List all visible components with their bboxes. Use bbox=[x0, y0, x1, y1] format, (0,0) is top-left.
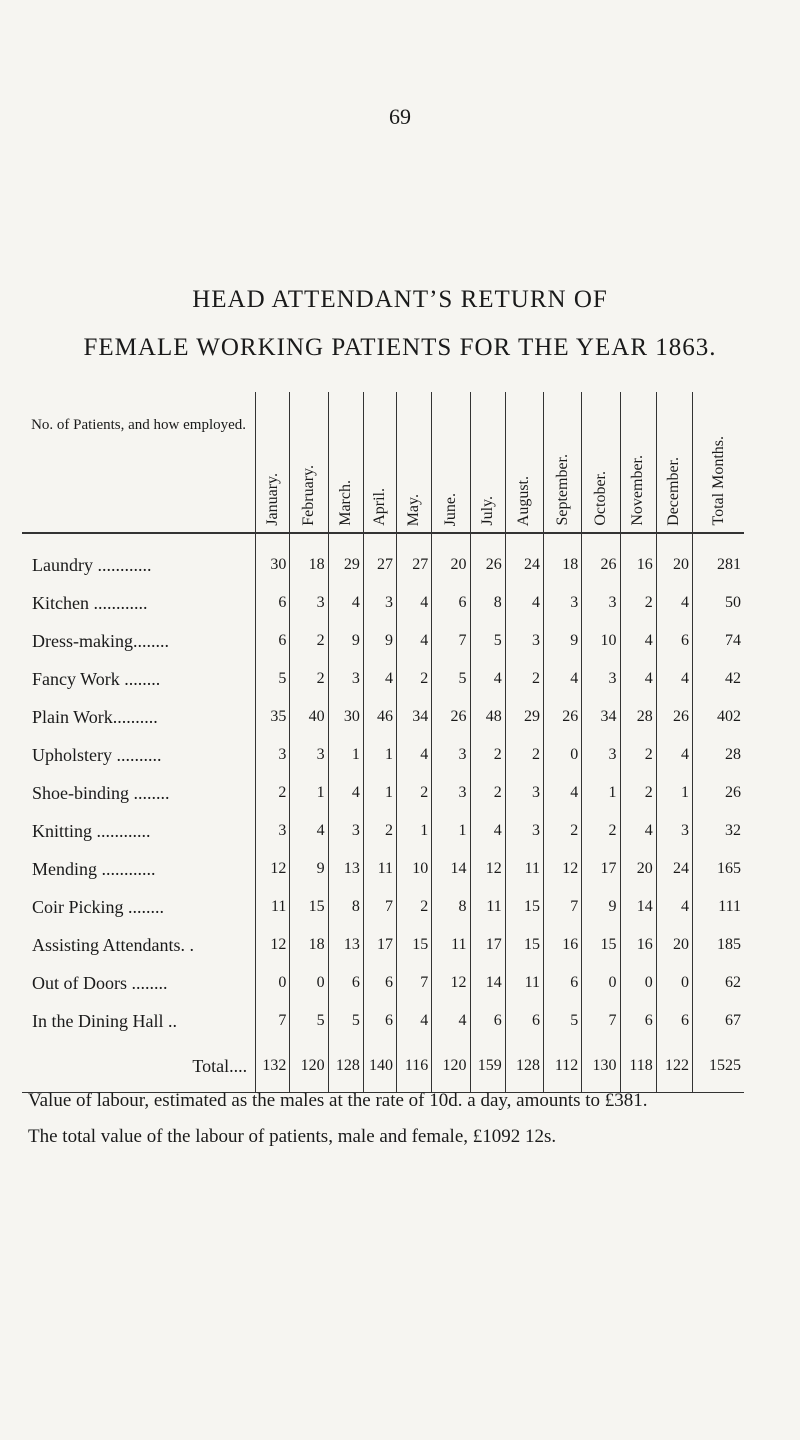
month-count-cell: 2 bbox=[397, 888, 432, 926]
month-count-cell: 2 bbox=[470, 736, 505, 774]
row-total-cell: 67 bbox=[693, 1002, 744, 1040]
row-total-cell: 1525 bbox=[693, 1040, 744, 1093]
month-count-cell: 5 bbox=[328, 1002, 363, 1040]
total-labour-value-note: The total value of the labour of patients, male and female, £1092 12s. bbox=[28, 1126, 557, 1147]
row-label: In the Dining Hall .. bbox=[32, 1010, 177, 1031]
row-label: Shoe-binding ........ bbox=[32, 782, 170, 803]
month-count-cell: 14 bbox=[432, 850, 470, 888]
month-count-cell: 3 bbox=[328, 812, 363, 850]
month-count-cell: 15 bbox=[505, 888, 543, 926]
month-count-cell: 30 bbox=[328, 698, 363, 736]
month-count-cell: 4 bbox=[328, 584, 363, 622]
month-count-cell: 4 bbox=[505, 584, 543, 622]
month-count-cell: 24 bbox=[505, 533, 543, 584]
month-count-cell: 4 bbox=[470, 812, 505, 850]
month-count-cell: 1 bbox=[656, 774, 692, 812]
month-count-cell: 4 bbox=[432, 1002, 470, 1040]
month-count-cell: 16 bbox=[620, 533, 656, 584]
month-count-cell: 48 bbox=[470, 698, 505, 736]
table-row bbox=[22, 1002, 744, 1040]
month-count-cell: 16 bbox=[620, 926, 656, 964]
page-title-line-2: FEMALE WORKING PATIENTS FOR THE YEAR 1863. bbox=[83, 334, 717, 361]
month-count-cell: 3 bbox=[432, 736, 470, 774]
row-total-cell: 50 bbox=[693, 584, 744, 622]
month-header: December. bbox=[656, 392, 692, 533]
month-count-cell: 112 bbox=[544, 1040, 582, 1093]
month-count-cell: 26 bbox=[544, 698, 582, 736]
month-count-cell: 26 bbox=[656, 698, 692, 736]
month-count-cell: 11 bbox=[505, 850, 543, 888]
table-row bbox=[22, 964, 744, 1002]
month-header: January. bbox=[256, 392, 290, 533]
row-label: Mending ............ bbox=[32, 858, 156, 879]
month-count-cell: 4 bbox=[363, 660, 396, 698]
row-label: Out of Doors ........ bbox=[32, 972, 168, 993]
month-count-cell: 6 bbox=[363, 1002, 396, 1040]
month-count-cell: 26 bbox=[432, 698, 470, 736]
month-count-cell: 2 bbox=[397, 774, 432, 812]
row-total-cell: 42 bbox=[693, 660, 744, 698]
month-count-cell: 2 bbox=[397, 660, 432, 698]
month-count-cell: 4 bbox=[620, 622, 656, 660]
row-label: Total.... bbox=[192, 1055, 248, 1076]
month-count-cell: 3 bbox=[256, 812, 290, 850]
month-count-cell: 16 bbox=[544, 926, 582, 964]
month-count-cell: 3 bbox=[328, 660, 363, 698]
month-count-cell: 0 bbox=[656, 964, 692, 1002]
month-count-cell: 4 bbox=[656, 660, 692, 698]
month-header: July. bbox=[470, 392, 505, 533]
month-count-cell: 3 bbox=[363, 584, 396, 622]
month-count-cell: 26 bbox=[470, 533, 505, 584]
row-label: Plain Work.......... bbox=[32, 706, 158, 727]
row-total-cell: 281 bbox=[693, 533, 744, 584]
month-count-cell: 2 bbox=[256, 774, 290, 812]
month-header: October. bbox=[582, 392, 620, 533]
month-count-cell: 27 bbox=[363, 533, 396, 584]
table-row bbox=[22, 533, 744, 584]
month-count-cell: 12 bbox=[544, 850, 582, 888]
row-label: Laundry ............ bbox=[32, 554, 152, 575]
month-count-cell: 1 bbox=[397, 812, 432, 850]
row-label: Dress-making........ bbox=[32, 630, 169, 651]
month-count-cell: 3 bbox=[582, 584, 620, 622]
month-count-cell: 7 bbox=[256, 1002, 290, 1040]
month-count-cell: 2 bbox=[544, 812, 582, 850]
row-total-cell: 62 bbox=[693, 964, 744, 1002]
month-count-cell: 4 bbox=[656, 584, 692, 622]
month-count-cell: 4 bbox=[620, 660, 656, 698]
month-count-cell: 4 bbox=[656, 888, 692, 926]
month-count-cell: 2 bbox=[582, 812, 620, 850]
month-count-cell: 4 bbox=[470, 660, 505, 698]
table-header-row bbox=[22, 392, 744, 533]
month-count-cell: 15 bbox=[290, 888, 328, 926]
table-row bbox=[22, 850, 744, 888]
month-count-cell: 2 bbox=[620, 736, 656, 774]
month-count-cell: 7 bbox=[363, 888, 396, 926]
month-count-cell: 6 bbox=[256, 584, 290, 622]
page-title-line-1: HEAD ATTENDANT’S RETURN OF bbox=[192, 286, 608, 313]
month-count-cell: 4 bbox=[397, 736, 432, 774]
month-count-cell: 15 bbox=[582, 926, 620, 964]
page-number: 69 bbox=[389, 104, 411, 129]
month-count-cell: 12 bbox=[470, 850, 505, 888]
month-count-cell: 2 bbox=[290, 622, 328, 660]
month-count-cell: 12 bbox=[432, 964, 470, 1002]
month-count-cell: 11 bbox=[256, 888, 290, 926]
month-count-cell: 17 bbox=[582, 850, 620, 888]
month-count-cell: 3 bbox=[290, 736, 328, 774]
month-count-cell: 6 bbox=[470, 1002, 505, 1040]
month-count-cell: 15 bbox=[505, 926, 543, 964]
month-count-cell: 6 bbox=[620, 1002, 656, 1040]
month-count-cell: 122 bbox=[656, 1040, 692, 1093]
month-count-cell: 2 bbox=[363, 812, 396, 850]
month-count-cell: 7 bbox=[582, 1002, 620, 1040]
row-total-cell: 185 bbox=[693, 926, 744, 964]
month-count-cell: 4 bbox=[397, 584, 432, 622]
month-count-cell: 6 bbox=[544, 964, 582, 1002]
table-row bbox=[22, 736, 744, 774]
month-count-cell: 0 bbox=[256, 964, 290, 1002]
table-row bbox=[22, 812, 744, 850]
month-count-cell: 0 bbox=[582, 964, 620, 1002]
month-header: May. bbox=[397, 392, 432, 533]
month-count-cell: 8 bbox=[470, 584, 505, 622]
month-count-cell: 1 bbox=[432, 812, 470, 850]
month-count-cell: 17 bbox=[363, 926, 396, 964]
month-header: September. bbox=[544, 392, 582, 533]
month-count-cell: 2 bbox=[620, 584, 656, 622]
month-count-cell: 4 bbox=[544, 774, 582, 812]
month-count-cell: 12 bbox=[256, 926, 290, 964]
month-count-cell: 14 bbox=[620, 888, 656, 926]
month-count-cell: 132 bbox=[256, 1040, 290, 1093]
month-count-cell: 0 bbox=[620, 964, 656, 1002]
month-count-cell: 2 bbox=[505, 660, 543, 698]
month-count-cell: 1 bbox=[363, 736, 396, 774]
month-count-cell: 9 bbox=[582, 888, 620, 926]
row-total-cell: 26 bbox=[693, 774, 744, 812]
month-header: August. bbox=[505, 392, 543, 533]
month-count-cell: 8 bbox=[328, 888, 363, 926]
month-count-cell: 4 bbox=[544, 660, 582, 698]
table-row bbox=[22, 660, 744, 698]
labour-value-note: Value of labour, estimated as the males at the rate of 10d. a day, amounts to £381. bbox=[28, 1090, 648, 1111]
month-count-cell: 6 bbox=[505, 1002, 543, 1040]
month-header: March. bbox=[328, 392, 363, 533]
month-count-cell: 20 bbox=[656, 533, 692, 584]
month-count-cell: 140 bbox=[363, 1040, 396, 1093]
month-count-cell: 7 bbox=[432, 622, 470, 660]
month-count-cell: 128 bbox=[505, 1040, 543, 1093]
month-count-cell: 20 bbox=[656, 926, 692, 964]
month-count-cell: 2 bbox=[620, 774, 656, 812]
month-count-cell: 34 bbox=[582, 698, 620, 736]
row-label: Assisting Attendants. . bbox=[32, 934, 195, 955]
month-count-cell: 3 bbox=[582, 736, 620, 774]
month-count-cell: 24 bbox=[656, 850, 692, 888]
month-count-cell: 18 bbox=[290, 926, 328, 964]
table-row bbox=[22, 926, 744, 964]
month-count-cell: 4 bbox=[290, 812, 328, 850]
month-count-cell: 13 bbox=[328, 850, 363, 888]
month-count-cell: 9 bbox=[328, 622, 363, 660]
month-count-cell: 3 bbox=[432, 774, 470, 812]
row-label: Knitting ............ bbox=[32, 820, 151, 841]
table-row bbox=[22, 774, 744, 812]
month-count-cell: 5 bbox=[470, 622, 505, 660]
month-count-cell: 8 bbox=[432, 888, 470, 926]
month-count-cell: 10 bbox=[582, 622, 620, 660]
month-count-cell: 120 bbox=[432, 1040, 470, 1093]
month-count-cell: 34 bbox=[397, 698, 432, 736]
month-count-cell: 1 bbox=[582, 774, 620, 812]
month-count-cell: 120 bbox=[290, 1040, 328, 1093]
total-row bbox=[22, 1040, 744, 1093]
month-count-cell: 6 bbox=[432, 584, 470, 622]
month-count-cell: 9 bbox=[363, 622, 396, 660]
month-count-cell: 20 bbox=[620, 850, 656, 888]
month-count-cell: 0 bbox=[290, 964, 328, 1002]
month-count-cell: 10 bbox=[397, 850, 432, 888]
month-count-cell: 11 bbox=[505, 964, 543, 1002]
month-count-cell: 3 bbox=[505, 622, 543, 660]
month-count-cell: 3 bbox=[582, 660, 620, 698]
month-count-cell: 2 bbox=[470, 774, 505, 812]
month-count-cell: 11 bbox=[432, 926, 470, 964]
month-count-cell: 11 bbox=[363, 850, 396, 888]
month-count-cell: 18 bbox=[290, 533, 328, 584]
month-count-cell: 6 bbox=[328, 964, 363, 1002]
month-count-cell: 26 bbox=[582, 533, 620, 584]
month-count-cell: 40 bbox=[290, 698, 328, 736]
row-label: Coir Picking ........ bbox=[32, 896, 165, 917]
month-count-cell: 11 bbox=[470, 888, 505, 926]
month-count-cell: 18 bbox=[544, 533, 582, 584]
row-label: Upholstery .......... bbox=[32, 744, 162, 765]
month-count-cell: 35 bbox=[256, 698, 290, 736]
table-row bbox=[22, 698, 744, 736]
month-count-cell: 130 bbox=[582, 1040, 620, 1093]
row-label: Kitchen ............ bbox=[32, 592, 148, 613]
month-count-cell: 6 bbox=[656, 622, 692, 660]
patients-employment-table bbox=[22, 392, 744, 1093]
month-count-cell: 15 bbox=[397, 926, 432, 964]
table-row bbox=[22, 888, 744, 926]
month-count-cell: 4 bbox=[397, 1002, 432, 1040]
month-count-cell: 28 bbox=[620, 698, 656, 736]
table-row bbox=[22, 584, 744, 622]
month-count-cell: 4 bbox=[620, 812, 656, 850]
month-count-cell: 46 bbox=[363, 698, 396, 736]
row-total-cell: 165 bbox=[693, 850, 744, 888]
row-total-cell: 32 bbox=[693, 812, 744, 850]
month-count-cell: 0 bbox=[544, 736, 582, 774]
month-count-cell: 5 bbox=[256, 660, 290, 698]
table-row bbox=[22, 622, 744, 660]
month-count-cell: 13 bbox=[328, 926, 363, 964]
month-count-cell: 1 bbox=[328, 736, 363, 774]
month-count-cell: 6 bbox=[656, 1002, 692, 1040]
row-total-cell: 74 bbox=[693, 622, 744, 660]
month-count-cell: 12 bbox=[256, 850, 290, 888]
month-count-cell: 17 bbox=[470, 926, 505, 964]
month-count-cell: 2 bbox=[290, 660, 328, 698]
month-header: June. bbox=[432, 392, 470, 533]
month-count-cell: 5 bbox=[290, 1002, 328, 1040]
month-count-cell: 20 bbox=[432, 533, 470, 584]
month-count-cell: 4 bbox=[656, 736, 692, 774]
month-count-cell: 1 bbox=[290, 774, 328, 812]
month-count-cell: 29 bbox=[505, 698, 543, 736]
month-count-cell: 3 bbox=[505, 774, 543, 812]
month-count-cell: 2 bbox=[505, 736, 543, 774]
month-count-cell: 6 bbox=[363, 964, 396, 1002]
month-header: February. bbox=[290, 392, 328, 533]
month-count-cell: 30 bbox=[256, 533, 290, 584]
month-count-cell: 159 bbox=[470, 1040, 505, 1093]
month-count-cell: 7 bbox=[544, 888, 582, 926]
month-count-cell: 9 bbox=[544, 622, 582, 660]
month-count-cell: 3 bbox=[256, 736, 290, 774]
month-count-cell: 128 bbox=[328, 1040, 363, 1093]
month-count-cell: 7 bbox=[397, 964, 432, 1002]
month-count-cell: 3 bbox=[544, 584, 582, 622]
month-count-cell: 14 bbox=[470, 964, 505, 1002]
month-count-cell: 6 bbox=[256, 622, 290, 660]
month-count-cell: 9 bbox=[290, 850, 328, 888]
month-count-cell: 4 bbox=[328, 774, 363, 812]
row-total-cell: 111 bbox=[693, 888, 744, 926]
total-months-header: Total Months. bbox=[693, 392, 744, 533]
month-header: April. bbox=[363, 392, 396, 533]
month-count-cell: 4 bbox=[397, 622, 432, 660]
row-total-cell: 402 bbox=[693, 698, 744, 736]
month-count-cell: 3 bbox=[656, 812, 692, 850]
row-total-cell: 28 bbox=[693, 736, 744, 774]
month-header: November. bbox=[620, 392, 656, 533]
corner-header: No. of Patients, and how employed. bbox=[31, 417, 247, 433]
month-count-cell: 5 bbox=[432, 660, 470, 698]
month-count-cell: 116 bbox=[397, 1040, 432, 1093]
month-count-cell: 118 bbox=[620, 1040, 656, 1093]
month-count-cell: 27 bbox=[397, 533, 432, 584]
month-count-cell: 1 bbox=[363, 774, 396, 812]
month-count-cell: 29 bbox=[328, 533, 363, 584]
row-label: Fancy Work ........ bbox=[32, 668, 161, 689]
month-count-cell: 3 bbox=[505, 812, 543, 850]
month-count-cell: 3 bbox=[290, 584, 328, 622]
month-count-cell: 5 bbox=[544, 1002, 582, 1040]
